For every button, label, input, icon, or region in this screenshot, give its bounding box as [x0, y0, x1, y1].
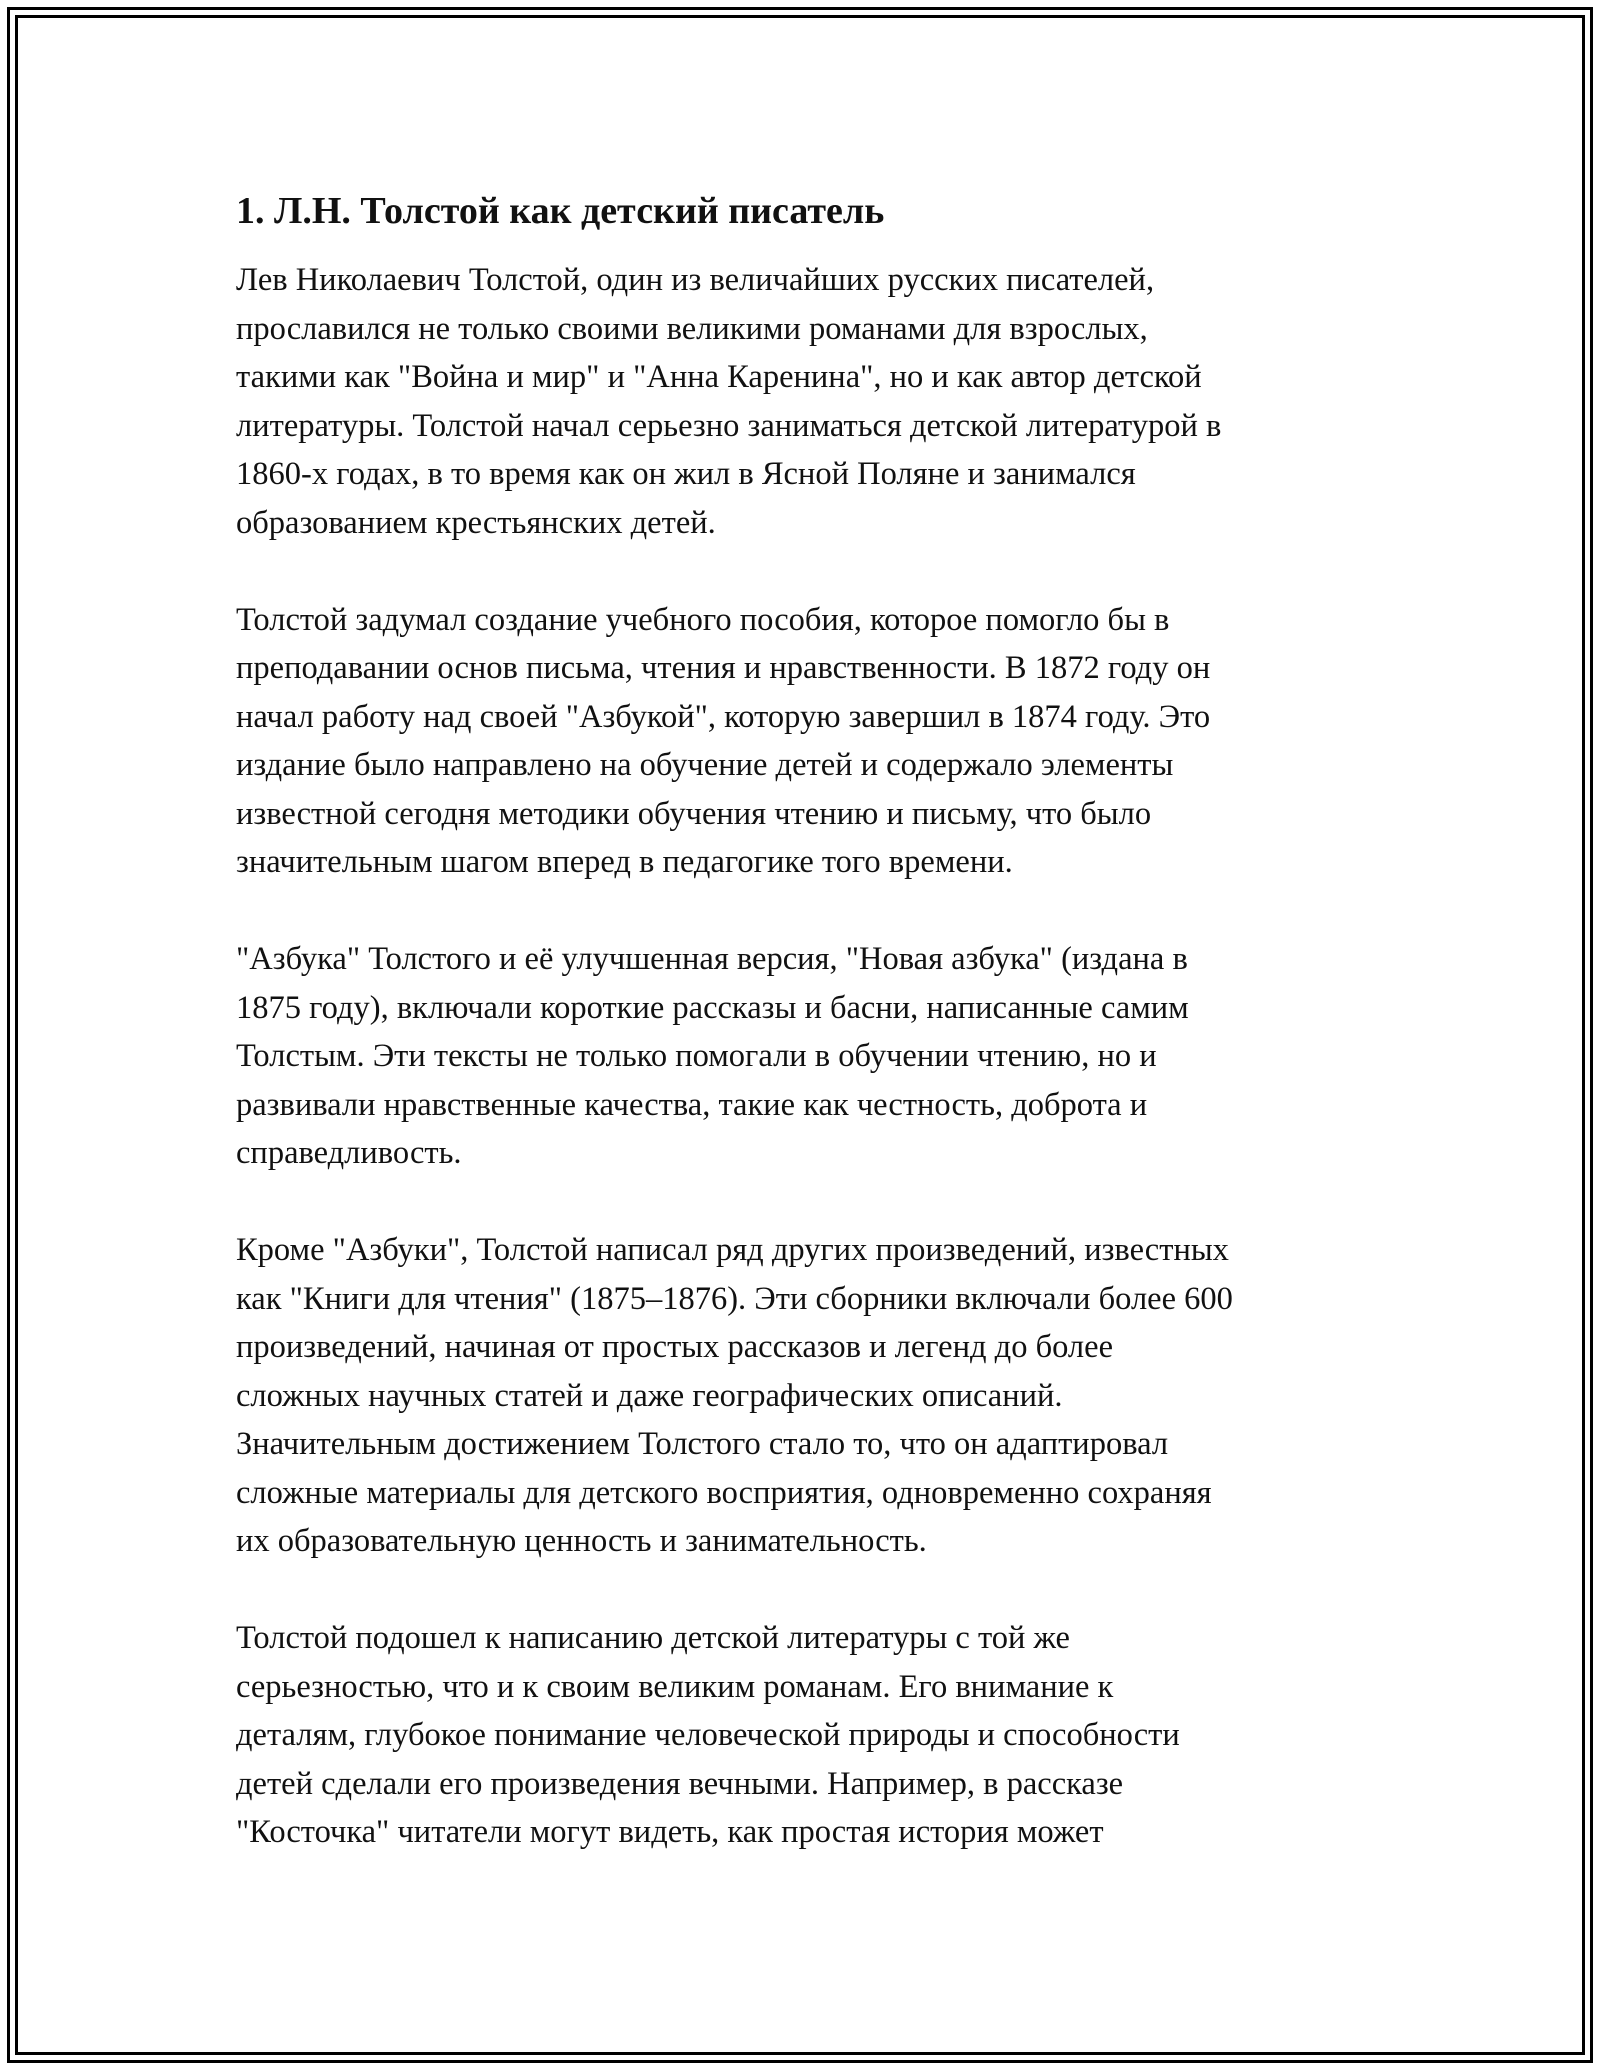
- text-line: такими как "Война и мир" и "Анна Каренина", но и как автор детской: [236, 359, 1202, 395]
- text-line: Толстой задумал создание учебного пособия, которое помогло бы в: [236, 601, 1170, 638]
- text-line: Лев Николаевич Толстой, один из величайших русских писателей,: [236, 262, 1155, 298]
- text-line: "Азбука" Толстого и её улучшенная версия, "Новая азбука" (издана в: [236, 941, 1188, 977]
- text-line: литературы. Толстой начал серьезно заниматься детской литературой в: [236, 407, 1222, 444]
- text-line: Толстой подошел к написанию детской литературы с той же: [236, 1620, 1070, 1656]
- text-line: Кроме "Азбуки", Толстой написал ряд других произведений, известных: [236, 1232, 1229, 1268]
- text-line: начал работу над своей "Азбукой", которую завершил в 1874 году. Это: [236, 698, 1211, 735]
- text-line: сложные материалы для детского восприятия, одновременно сохраняя: [236, 1474, 1212, 1511]
- text-line: деталям, глубокое понимание человеческой природы и способности: [236, 1717, 1180, 1753]
- text-line: как "Книги для чтения" (1875–1876). Эти сборники включали более 600: [236, 1280, 1233, 1317]
- paragraph-4: [236, 1226, 1366, 1566]
- text-line: Толстым. Эти тексты не только помогали в обучении чтению, но и: [236, 1038, 1157, 1074]
- text-line: образованием крестьянских детей.: [236, 504, 716, 541]
- text-line: развивали нравственные качества, такие как честность, доброта и: [236, 1086, 1148, 1123]
- text-line: 1860-х годах, в то время как он жил в Ясной Поляне и занимался: [236, 456, 1136, 492]
- text-line: произведений, начиная от простых рассказов и легенд до более: [236, 1329, 1113, 1365]
- text-line: значительным шагом вперед в педагогике того времени.: [236, 844, 1013, 880]
- document-body: [236, 186, 1366, 1905]
- text-line: Значительным достижением Толстого стало то, что он адаптировал: [236, 1426, 1169, 1462]
- text-line: их образовательную ценность и занимательность.: [236, 1523, 927, 1559]
- text-line: детей сделали его произведения вечными. Например, в рассказе: [236, 1765, 1124, 1802]
- text-line: издание было направлено на обучение детей и содержало элементы: [236, 747, 1174, 783]
- text-line: известной сегодня методики обучения чтению и письму, что было: [236, 795, 1152, 832]
- paragraph-5: [236, 1614, 1366, 1857]
- text-line: прославился не только своими великими романами для взрослых,: [236, 310, 1148, 347]
- text-line: справедливость.: [236, 1135, 462, 1171]
- paragraph-3: [236, 935, 1366, 1178]
- paragraph-1: [236, 256, 1366, 547]
- text-line: преподавании основ письма, чтения и нравственности. В 1872 году он: [236, 650, 1211, 686]
- section-title: 1. Л.Н. Толстой как детский писатель: [236, 190, 885, 232]
- text-line: 1875 году), включали короткие рассказы и басни, написанные самим: [236, 989, 1189, 1026]
- text-line: "Косточка" читатели могут видеть, как простая история может: [236, 1814, 1104, 1850]
- text-line: сложных научных статей и даже географических описаний.: [236, 1377, 1063, 1414]
- paragraph-2: [236, 596, 1366, 887]
- text-line: серьезностью, что и к своим великим романам. Его внимание к: [236, 1668, 1114, 1705]
